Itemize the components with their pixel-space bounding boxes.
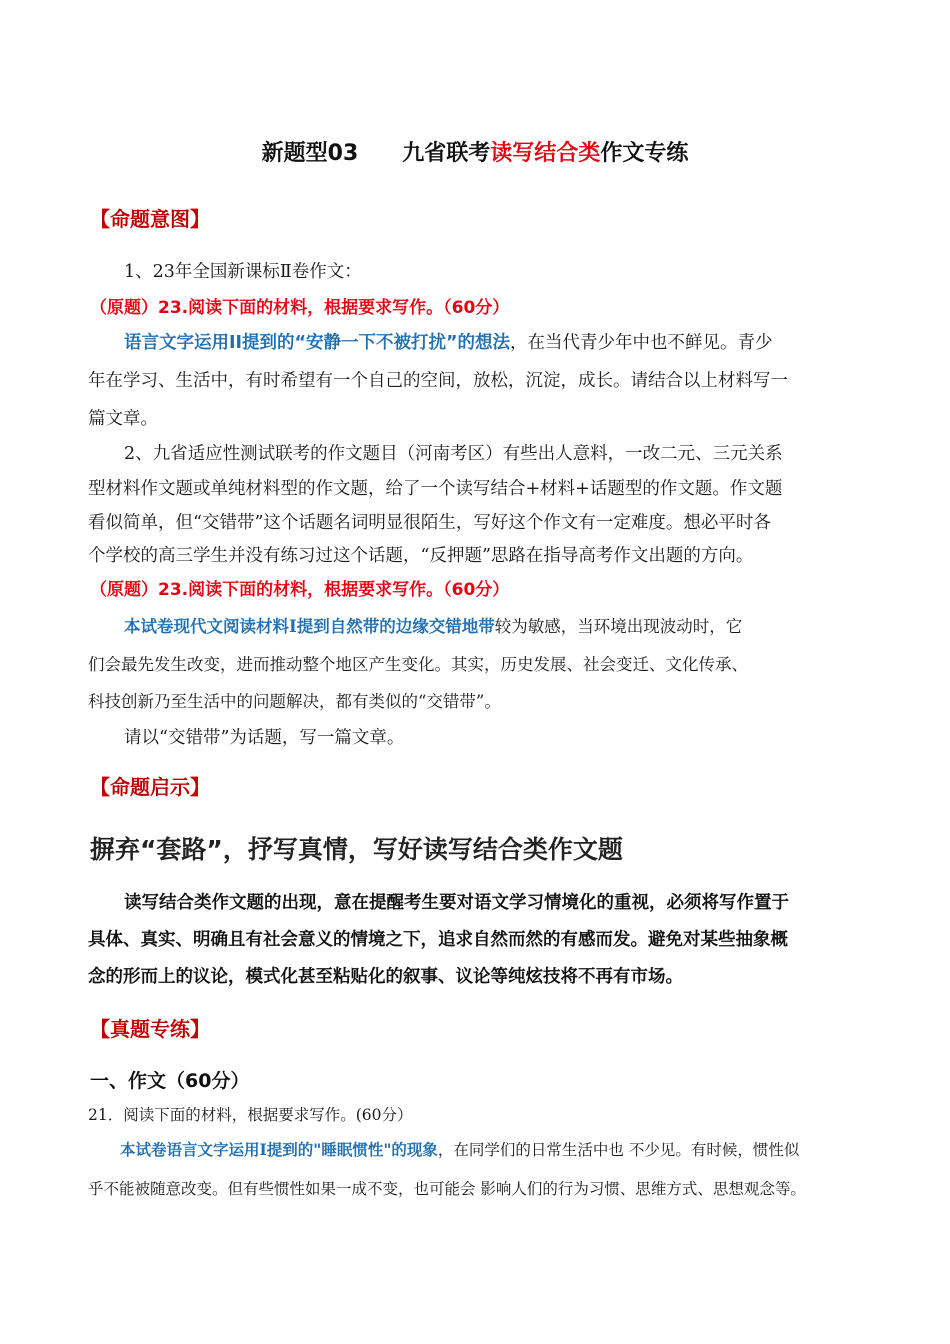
practice-item-title: 一、作文（60分）: [90, 1070, 250, 1092]
q2-header: （原题）23.阅读下面的材料，根据要求写作。（60分）: [90, 580, 510, 600]
intent-p2-line4: 个学校的高三学生并没有练习过这个话题，“反押题”思路在指导高考作文出题的方向。: [88, 546, 754, 566]
intent-p2-line1: 2、九省适应性测试联考的作文题目（河南考区）有些出人意料，一改二元、三元关系: [124, 444, 783, 464]
inspiration-line3: 念的形而上的议论，模式化甚至粘贴化的叙事、议论等纯炫技将不再有市场。: [88, 967, 683, 987]
inspiration-line2: 具体、真实、明确且有社会意义的情境之下，追求自然而然的有感而发。避免对某些抽象概: [88, 930, 788, 950]
inspiration-heading: 摒弃“套路”，抒写真情，写好读写结合类作文题: [90, 835, 623, 864]
section-inspiration-heading: 【命题启示】: [90, 775, 210, 799]
q1-blue-reference: 语言文字运用II提到的“安静一下不被打扰”的想法: [124, 333, 511, 353]
intent-p1: 1、23年全国新课标Ⅱ卷作文：: [124, 262, 362, 282]
q1-header: （原题）23.阅读下面的材料，根据要求写作。（60分）: [90, 298, 510, 318]
q2-line1: [124, 613, 742, 637]
title-highlight: 读写结合类: [490, 141, 601, 166]
q2-blue-reference: 本试卷现代文阅读材料Ⅰ提到自然带的边缘交错地带: [124, 617, 495, 636]
q2-line3: 科技创新乃至生活中的问题解决，都有类似的“交错带”。: [88, 692, 501, 711]
q1-line1-rest: ，在当代青少年中也不鲜见。青少: [510, 333, 773, 353]
q21-blue-reference: 本试卷语言文字运用Ⅰ提到的"睡眠惯性"的现象: [120, 1140, 438, 1159]
inspiration-line1: 读写结合类作文题的出现，意在提醒考生要对语文学习情境化的重视，必须将写作置于: [124, 893, 789, 913]
q21-line2: 乎不能被随意改变。但有些惯性如果一成不变，也可能会 影响人们的行为习惯、思维方式、思想观念等。: [88, 1180, 806, 1198]
title-suffix: 作文专练: [600, 141, 689, 166]
q21-line1: [120, 1138, 799, 1160]
q2-line4: 请以“交错带”为话题，写一篇文章。: [124, 728, 405, 748]
q1-line3: 篇文章。: [88, 409, 158, 429]
q21-line1-rest: ，在同学们的日常生活中也 不少见。有时候，惯性似: [437, 1141, 800, 1159]
q1-line2: 年在学习、生活中，有时希望有一个自己的空间，放松，沉淀，成长。请结合以上材料写一: [88, 371, 788, 391]
title-prefix: 新题型03 九省联考: [261, 141, 491, 166]
intent-p2-line3: 看似简单，但“交错带”这个话题名词明显很陌生，写好这个作文有一定难度。想必平时各: [88, 513, 771, 533]
intent-p2-line2: 型材料作文题或单纯材料型的作文题，给了一个读写结合+材料+话题型的作文题。作文题: [88, 479, 783, 499]
q2-line2: 们会最先发生改变，进而推动整个地区产生变化。其实，历史发展、社会变迁、文化传承、: [88, 655, 748, 674]
page-title: [0, 136, 950, 167]
section-intent-heading: 【命题意图】: [90, 207, 210, 231]
section-practice-heading: 【真题专练】: [90, 1017, 210, 1041]
q2-line1-rest: 较为敏感，当环境出现波动时，它: [494, 617, 743, 636]
q21-prompt: 21．阅读下面的材料，根据要求写作。(60分）: [88, 1106, 413, 1124]
q1-line1: [124, 329, 773, 354]
